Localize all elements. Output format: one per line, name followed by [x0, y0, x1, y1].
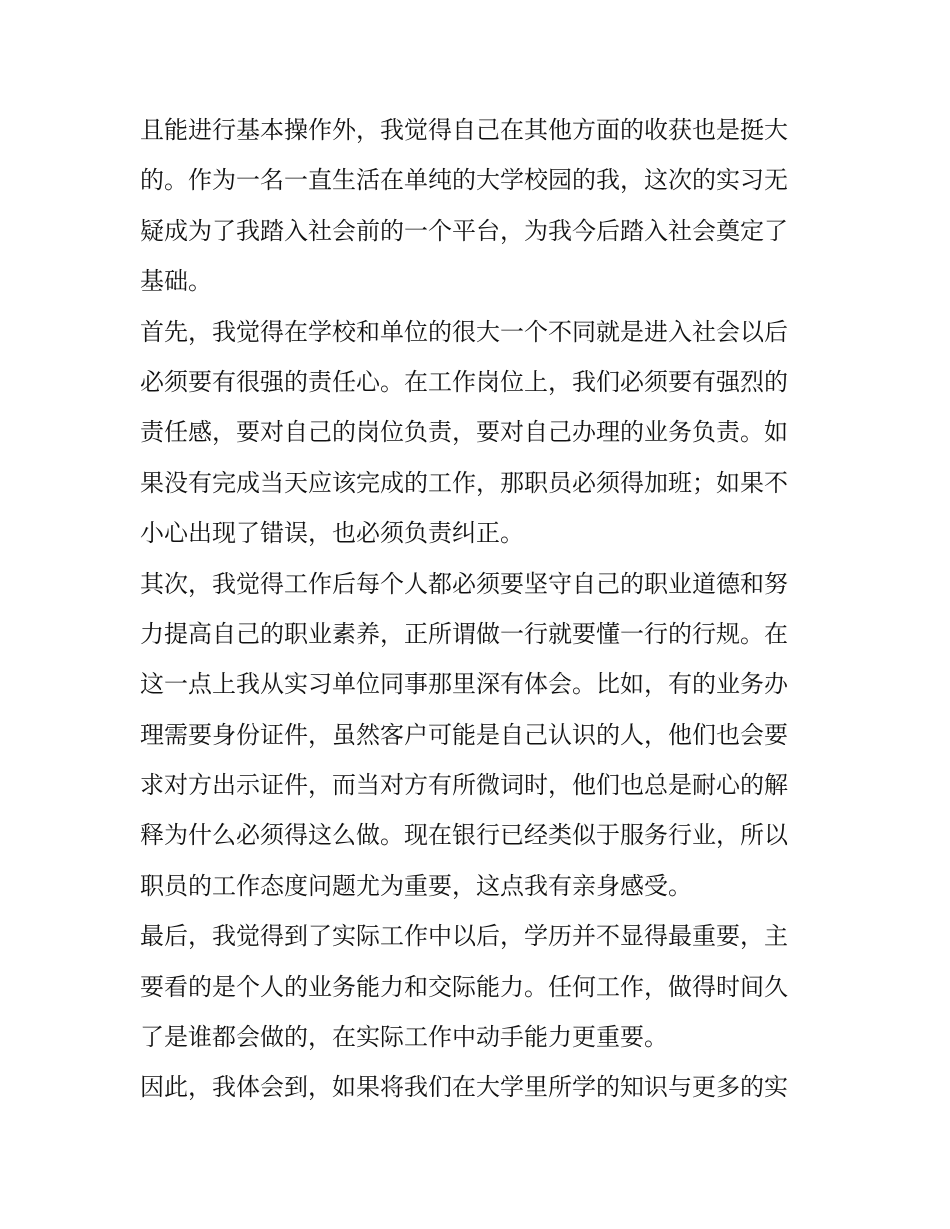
paragraph-2	[140, 307, 812, 559]
text-line: 职员的工作态度问题尤为重要，这点我有亲身感受。	[140, 871, 692, 900]
text-line: 理需要身份证件，虽然客户可能是自己认识的人，他们也会要	[140, 720, 788, 749]
text-line: 求对方出示证件，而当对方有所微词时，他们也总是耐心的解	[140, 771, 788, 800]
text-line: 首先，我觉得在学校和单位的很大一个不同就是进入社会以后	[140, 317, 788, 346]
text-line: 且能进行基本操作外，我觉得自己在其他方面的收获也是挺大	[140, 116, 788, 144]
text-line: 这一点上我从实习单位同事那里深有体会。比如，有的业务办	[140, 670, 788, 699]
text-line: 因此，我体会到，如果将我们在大学里所学的知识与更多的实	[140, 1073, 788, 1102]
document-body	[140, 105, 812, 1113]
paragraph-4	[140, 911, 812, 1062]
text-line: 最后，我觉得到了实际工作中以后，学历并不显得最重要，主	[140, 922, 788, 951]
text-line: 小心出现了错误，也必须负责纠正。	[140, 519, 524, 548]
text-line: 果没有完成当天应该完成的工作，那职员必须得加班；如果不	[140, 468, 788, 497]
text-line: 必须要有很强的责任心。在工作岗位上，我们必须要有强烈的	[140, 367, 788, 396]
text-line: 疑成为了我踏入社会前的一个平台，为我今后踏入社会奠定了	[140, 216, 788, 245]
text-line: 力提高自己的职业素养，正所谓做一行就要懂一行的行规。在	[140, 619, 788, 648]
text-line: 了是谁都会做的，在实际工作中动手能力更重要。	[140, 1023, 668, 1052]
text-line: 责任感，要对自己的岗位负责，要对自己办理的业务负责。如	[140, 418, 788, 447]
text-line: 基础。	[140, 267, 212, 296]
text-line: 的。作为一名一直生活在单纯的大学校园的我，这次的实习无	[140, 166, 788, 195]
text-line: 释为什么必须得这么做。现在银行已经类似于服务行业，所以	[140, 821, 788, 850]
text-line: 其次，我觉得工作后每个人都必须要坚守自己的职业道德和努	[140, 569, 788, 598]
text-line: 要看的是个人的业务能力和交际能力。任何工作，做得时间久	[140, 972, 788, 1001]
paragraph-3	[140, 559, 812, 912]
paragraph-5	[140, 1062, 812, 1112]
paragraph-1	[140, 105, 812, 307]
